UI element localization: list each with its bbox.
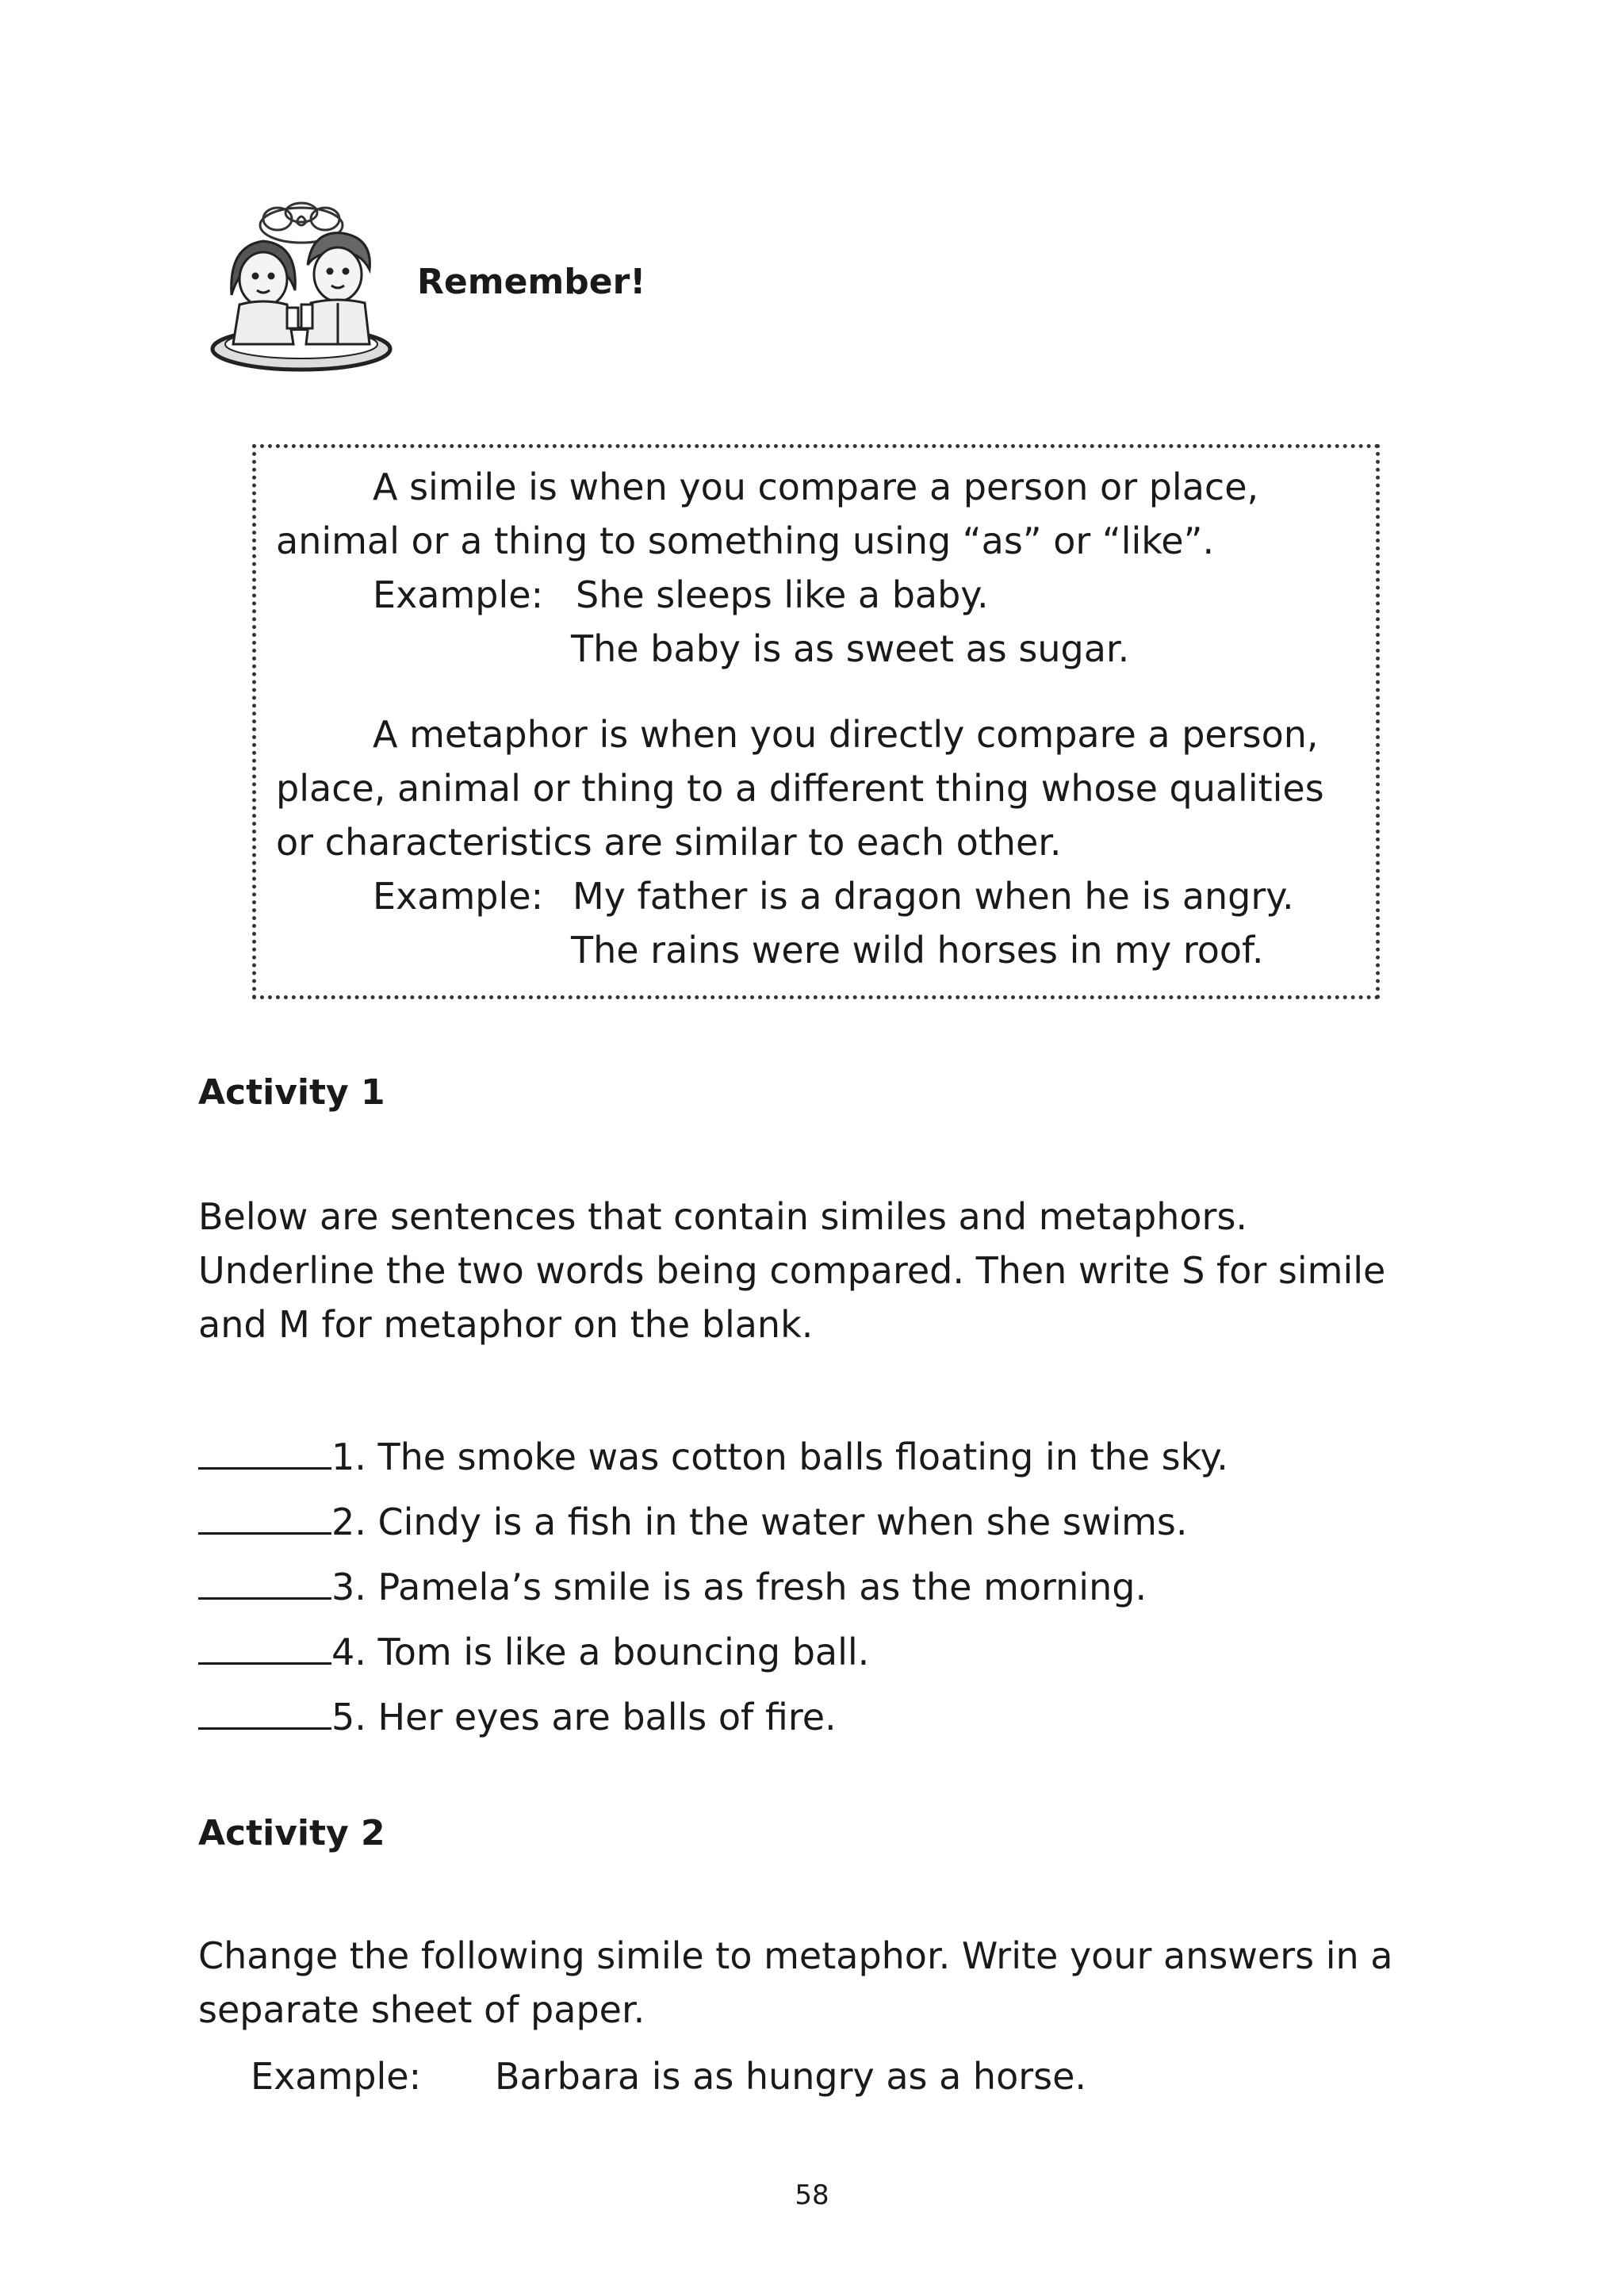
answer-blank[interactable] <box>198 1493 331 1535</box>
activity2-instruction-line: separate sheet of paper. <box>198 1988 645 2031</box>
list-item: 1. The smoke was cotton balls floating in the sky. <box>198 1428 1228 1484</box>
simile-example: She sleeps like a baby. <box>576 573 989 616</box>
simile-definition-line: A simile is when you compare a person or place, <box>373 466 1259 508</box>
list-item: 2. Cindy is a fish in the water when she swims. <box>198 1493 1188 1549</box>
simile-example-label: Example: <box>373 573 544 616</box>
metaphor-example: The rains were wild horses in my roof. <box>571 929 1264 972</box>
answer-blank[interactable] <box>198 1623 331 1665</box>
list-item: 4. Tom is like a bouncing ball. <box>198 1623 869 1679</box>
answer-blank[interactable] <box>198 1688 331 1730</box>
metaphor-definition-line: or characteristics are similar to each other. <box>276 821 1062 864</box>
activity1-instruction-line: and M for metaphor on the blank. <box>198 1303 814 1346</box>
metaphor-definition-line: place, animal or thing to a different thing whose qualities <box>276 767 1324 810</box>
simile-definition-line: animal or a thing to something using “as” or “like”. <box>276 519 1215 562</box>
activity1-instruction-line: Below are sentences that contain similes and metaphors. <box>198 1195 1248 1238</box>
metaphor-definition-line: A metaphor is when you directly compare a person, <box>373 713 1319 756</box>
activity1-instruction-line: Underline the two words being compared. Then write S for simile <box>198 1249 1386 1292</box>
metaphor-example-label: Example: <box>373 875 544 918</box>
activity2-example: Barbara is as hungry as a horse. <box>495 2055 1087 2098</box>
activity2-heading: Activity 2 <box>198 1813 385 1853</box>
activity2-example-label: Example: <box>251 2055 422 2098</box>
activity2-instruction-line: Change the following simile to metaphor. Write your answers in a <box>198 1934 1393 1977</box>
metaphor-example: My father is a dragon when he is angry. <box>573 875 1294 918</box>
simile-example: The baby is as sweet as sugar. <box>571 627 1130 670</box>
list-item: 3. Pamela’s smile is as fresh as the morning. <box>198 1558 1147 1614</box>
list-item: 5. Her eyes are balls of fire. <box>198 1688 837 1744</box>
page-number: 58 <box>795 2179 829 2211</box>
children-illustration-icon <box>208 201 395 374</box>
answer-blank[interactable] <box>198 1558 331 1600</box>
remember-heading: Remember! <box>417 262 646 302</box>
answer-blank[interactable] <box>198 1428 331 1470</box>
activity1-heading: Activity 1 <box>198 1072 385 1113</box>
